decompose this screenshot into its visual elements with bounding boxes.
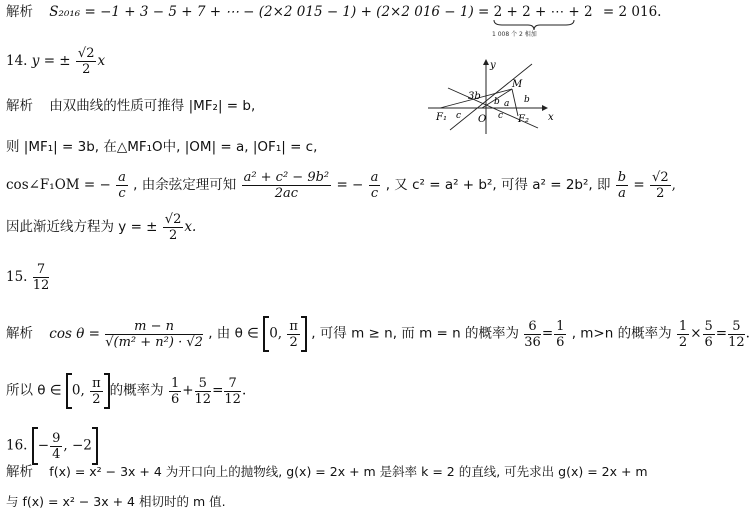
p-6-36 bbox=[524, 319, 541, 350]
q14-suffix: x bbox=[97, 53, 106, 69]
p2-den: 6 bbox=[556, 334, 565, 350]
analysis-label: 解析 bbox=[6, 4, 33, 20]
analysis15-line2 bbox=[6, 373, 246, 409]
p5-den: 12 bbox=[728, 334, 745, 350]
s3-num: 7 bbox=[224, 376, 241, 392]
frac-a-c-2 bbox=[369, 170, 381, 201]
times: × bbox=[690, 325, 702, 342]
pi-den: 2 bbox=[289, 334, 298, 350]
asym-num: √2 bbox=[164, 212, 182, 227]
s1-den: 6 bbox=[170, 391, 180, 407]
frac2-den: 2ac bbox=[274, 186, 298, 201]
q16-den: 4 bbox=[52, 446, 61, 462]
s-5-12 bbox=[195, 376, 212, 407]
frac1-num: a bbox=[118, 170, 126, 185]
sum-terms: 2 + 2 + ⋯ + 2 bbox=[493, 4, 593, 20]
fig-x-label: x bbox=[548, 112, 554, 123]
asym-x: x. bbox=[184, 219, 197, 235]
fig-a: a bbox=[504, 99, 510, 109]
analysis14-line1 bbox=[6, 97, 255, 115]
q14-fraction bbox=[76, 46, 97, 77]
q15-answer bbox=[6, 262, 50, 293]
s3-den: 12 bbox=[224, 391, 241, 407]
cos-fraction bbox=[105, 319, 203, 350]
analysis16-text1: f(x) = x² − 3x + 4 为开口向上的抛物线, g(x) = 2x + m 是斜率 k = 2 的直线, 可先求出 g(x) = 2x + m bbox=[49, 464, 648, 479]
analysis16-line2: 与 f(x) = x² − 3x + 4 相切时的 m 值. bbox=[6, 494, 226, 509]
frac-cosine bbox=[242, 170, 332, 201]
q14-den: 2 bbox=[82, 62, 91, 77]
analysis14-line2: 则 |MF₁| = 3b, 在△MF₁O中, |OM| = a, |OF₁| = c, bbox=[6, 139, 318, 155]
frac-b-a bbox=[616, 170, 628, 201]
q15-number: 15. bbox=[6, 269, 28, 285]
fig-F2: F₂ bbox=[518, 114, 529, 125]
interval-left: 0, bbox=[71, 382, 85, 399]
interval-frac bbox=[287, 319, 300, 350]
frac1-den: c bbox=[118, 186, 126, 201]
q14-number: 14. bbox=[6, 53, 28, 69]
interval-left: 0, bbox=[269, 325, 283, 342]
fig-b-right: b bbox=[524, 95, 530, 105]
frac-a-c bbox=[116, 170, 128, 201]
theta-in: , 由 θ ∈ bbox=[208, 325, 259, 342]
p2-num: 1 bbox=[556, 318, 565, 334]
eq2: = bbox=[715, 325, 728, 342]
q16-answer bbox=[6, 427, 98, 465]
fig-c-right: c bbox=[498, 111, 504, 121]
fig-3b: 3b bbox=[468, 91, 481, 102]
p-1-2 bbox=[677, 319, 689, 350]
p-5-6 bbox=[703, 319, 715, 350]
p3-num: 1 bbox=[678, 318, 688, 334]
eq1: = bbox=[541, 325, 554, 342]
frac4-num: b bbox=[617, 170, 627, 185]
relation-text: , 又 c² = a² + b², 可得 a² = 2b², 即 bbox=[385, 177, 611, 193]
frac2-num: a² + c² − 9b² bbox=[243, 170, 330, 185]
analysis15-line1 bbox=[6, 316, 750, 352]
prob-text: , 可得 m ≥ n, 而 m = n 的概率为 bbox=[311, 325, 519, 342]
s1-num: 1 bbox=[170, 375, 180, 391]
frac5-num: √2 bbox=[652, 170, 669, 185]
q14-prefix: y = ± bbox=[31, 53, 71, 69]
braced-sum bbox=[494, 3, 593, 21]
eq-neg: = − bbox=[336, 177, 364, 193]
eq: = bbox=[633, 177, 645, 193]
plus: + bbox=[182, 382, 194, 399]
interval-frac bbox=[90, 376, 103, 407]
asymptote-frac bbox=[163, 212, 184, 243]
q14-num: √2 bbox=[77, 46, 95, 61]
q15-den: 12 bbox=[32, 278, 50, 293]
brace-note: 1 008 个 2 相加 bbox=[492, 31, 537, 38]
interval-close-bracket bbox=[301, 316, 307, 352]
fig-c-left: c bbox=[456, 111, 462, 121]
analysis14-line4 bbox=[6, 212, 196, 243]
pi-den: 2 bbox=[92, 391, 101, 407]
q15-num: 7 bbox=[33, 262, 50, 278]
sum-formula: S₂₀₁₆ = −1 + 3 − 5 + 7 + ⋯ − (2×2 015 − 1) + (2×2 016 − 1) = bbox=[49, 4, 490, 20]
p5-num: 5 bbox=[728, 319, 745, 335]
eq: = bbox=[212, 382, 224, 399]
analysis14-line3 bbox=[6, 170, 676, 201]
frac5-den: 2 bbox=[656, 186, 665, 201]
frac-sqrt2 bbox=[650, 170, 671, 201]
cos-den: √(m² + n²) · √2 bbox=[105, 334, 203, 350]
analysis-label: 解析 bbox=[6, 464, 33, 480]
p3-den: 2 bbox=[678, 334, 688, 350]
asymptote-text: 因此渐近线方程为 y = ± bbox=[6, 219, 158, 235]
neg: − bbox=[37, 437, 50, 454]
close-bracket bbox=[92, 427, 98, 465]
analysis-label: 解析 bbox=[6, 325, 33, 342]
comma: , bbox=[671, 177, 676, 193]
sum-result: = 2 016. bbox=[602, 4, 662, 20]
p4-num: 5 bbox=[704, 318, 713, 334]
p1-num: 6 bbox=[524, 319, 541, 335]
q14-answer bbox=[6, 46, 105, 77]
fig-b-top: b bbox=[494, 97, 500, 107]
prob-of: 的概率为 bbox=[109, 382, 164, 399]
asym-den: 2 bbox=[168, 228, 178, 243]
fig-F1: F₁ bbox=[436, 112, 447, 123]
m-gt-n-text: , m>n 的概率为 bbox=[571, 325, 672, 342]
analysis16-line1 bbox=[6, 463, 648, 481]
so-theta-in: 所以 θ ∈ bbox=[6, 382, 62, 399]
q16-number: 16. bbox=[6, 437, 28, 454]
q16-rest: , −2 bbox=[63, 437, 92, 454]
p4-den: 6 bbox=[704, 334, 713, 350]
p-5-12 bbox=[728, 319, 745, 350]
q16-num: 9 bbox=[52, 430, 61, 446]
s2-den: 12 bbox=[194, 391, 212, 407]
q16-fraction bbox=[50, 431, 62, 462]
frac4-den: a bbox=[618, 186, 626, 201]
hyperbola-figure bbox=[420, 56, 560, 136]
fig-M: M bbox=[512, 79, 523, 90]
sum-line bbox=[6, 3, 661, 21]
s-1-6 bbox=[169, 376, 181, 407]
frac3-den: c bbox=[370, 186, 379, 201]
frac3-num: a bbox=[370, 170, 379, 185]
s2-num: 5 bbox=[195, 376, 212, 392]
p1-den: 36 bbox=[524, 334, 541, 350]
p-1-6 bbox=[554, 319, 566, 350]
cosine-law-text: , 由余弦定理可知 bbox=[133, 177, 237, 193]
fig-y-label: y bbox=[490, 60, 496, 71]
cos-expr: cos∠F₁OM = − bbox=[6, 177, 111, 193]
cos-num: m − n bbox=[105, 319, 203, 335]
cos-theta: cos θ = bbox=[49, 325, 100, 342]
analysis-label: 解析 bbox=[6, 98, 33, 114]
q15-fraction bbox=[33, 262, 50, 293]
pi-num: π bbox=[289, 318, 298, 334]
s-7-12 bbox=[224, 376, 241, 407]
period: . bbox=[745, 325, 750, 342]
analysis14-text1: 由双曲线的性质可推得 |MF₂| = b, bbox=[49, 98, 256, 114]
period: . bbox=[241, 382, 247, 399]
pi-num: π bbox=[92, 375, 101, 391]
fig-O: O bbox=[478, 114, 487, 125]
